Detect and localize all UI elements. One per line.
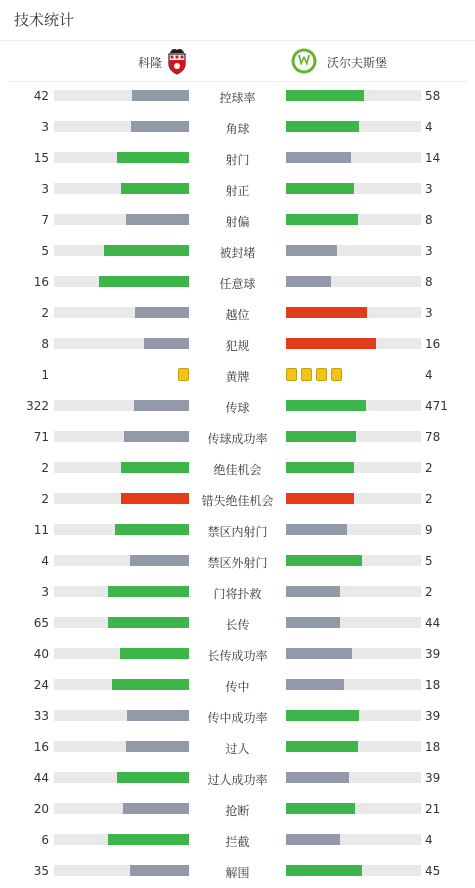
away-bar-track	[286, 865, 421, 876]
home-bar-track	[54, 586, 189, 597]
home-bar-track	[54, 245, 189, 256]
home-bar	[121, 183, 189, 194]
home-bar-track	[54, 524, 189, 535]
stat-row	[0, 365, 475, 385]
away-bar	[286, 307, 367, 318]
home-bar-track	[54, 152, 189, 163]
stat-row	[0, 830, 475, 850]
away-bar	[286, 617, 340, 628]
stat-row	[0, 582, 475, 602]
home-value: 11	[33, 523, 49, 537]
stat-row	[0, 427, 475, 447]
stat-row	[0, 241, 475, 261]
away-bar-track	[286, 803, 421, 814]
yellow-card-icon	[316, 368, 327, 381]
away-bar	[286, 679, 344, 690]
stat-label: 射偏	[225, 215, 250, 229]
home-bar	[135, 307, 189, 318]
away-bar	[286, 276, 331, 287]
home-bar	[144, 338, 189, 349]
home-value: 6	[41, 833, 49, 847]
away-bar-track	[286, 555, 421, 566]
away-bar	[286, 152, 351, 163]
away-bar	[286, 772, 349, 783]
stat-row	[0, 272, 475, 292]
away-bar-track	[286, 121, 421, 132]
away-bar-track	[286, 307, 421, 318]
away-value: 4	[425, 368, 433, 382]
away-bar-track	[286, 710, 421, 721]
away-bar	[286, 245, 337, 256]
stat-label: 门将扑救	[213, 587, 262, 601]
away-bar	[286, 462, 354, 473]
page-title: 技术统计	[14, 11, 75, 29]
away-bar-track	[286, 462, 421, 473]
away-bar-track	[286, 648, 421, 659]
home-bar-track	[54, 276, 189, 287]
home-bar-track	[54, 214, 189, 225]
away-bar-track	[286, 772, 421, 783]
stat-label: 传中	[225, 680, 250, 694]
away-value: 21	[425, 802, 441, 816]
away-value: 3	[425, 306, 433, 320]
away-team-logo-icon[interactable]	[291, 48, 317, 74]
home-bar-track	[54, 772, 189, 783]
stat-row	[0, 799, 475, 819]
home-bar	[121, 493, 189, 504]
stat-label: 角球	[225, 122, 250, 136]
stat-label: 被封堵	[219, 246, 256, 260]
away-value: 39	[425, 709, 441, 723]
home-bar-track	[54, 617, 189, 628]
home-bar	[108, 834, 189, 845]
stat-label: 拦截	[225, 835, 250, 849]
home-bar	[117, 772, 189, 783]
home-bar	[108, 586, 189, 597]
home-bar	[112, 679, 189, 690]
stat-row	[0, 861, 475, 881]
home-yellow-cards	[174, 368, 189, 381]
home-value: 44	[33, 771, 49, 785]
home-bar	[132, 90, 189, 101]
away-bar	[286, 710, 359, 721]
away-bar	[286, 834, 340, 845]
home-bar-track	[54, 121, 189, 132]
away-value: 3	[425, 182, 433, 196]
stat-row	[0, 179, 475, 199]
away-bar-track	[286, 834, 421, 845]
home-bar-track	[54, 338, 189, 349]
home-bar-track	[54, 803, 189, 814]
yellow-card-icon	[286, 368, 297, 381]
yellow-card-icon	[178, 368, 189, 381]
home-bar	[130, 865, 189, 876]
home-bar	[131, 121, 189, 132]
away-bar	[286, 555, 362, 566]
stat-label: 黄牌	[225, 370, 250, 384]
stat-label: 射门	[225, 153, 250, 167]
away-bar-track	[286, 400, 421, 411]
home-bar	[134, 400, 189, 411]
away-value: 18	[425, 678, 441, 692]
away-bar-track	[286, 245, 421, 256]
stat-row	[0, 613, 475, 633]
stat-row	[0, 303, 475, 323]
stat-label: 任意球	[219, 277, 256, 291]
away-bar	[286, 121, 359, 132]
stat-label: 传中成功率	[207, 711, 268, 725]
home-value: 3	[41, 120, 49, 134]
stat-label: 犯规	[225, 339, 250, 353]
stat-label: 长传	[225, 618, 250, 632]
stat-label: 传球	[225, 401, 250, 415]
home-bar-track	[54, 462, 189, 473]
away-bar	[286, 803, 355, 814]
home-bar-track	[54, 431, 189, 442]
home-bar	[120, 648, 189, 659]
away-value: 3	[425, 244, 433, 258]
home-team-name[interactable]: 科隆	[138, 56, 163, 70]
stat-label: 控球率	[219, 91, 256, 105]
stat-row	[0, 675, 475, 695]
home-value: 16	[33, 275, 49, 289]
home-value: 15	[33, 151, 49, 165]
away-bar	[286, 214, 358, 225]
stat-label: 错失绝佳机会	[201, 494, 274, 508]
home-bar-track	[54, 493, 189, 504]
home-bar	[126, 741, 189, 752]
home-value: 20	[33, 802, 49, 816]
stat-label: 解围	[225, 866, 250, 880]
home-value: 3	[41, 585, 49, 599]
home-bar-track	[54, 400, 189, 411]
home-bar	[108, 617, 189, 628]
home-value: 42	[33, 89, 49, 103]
home-value: 4	[41, 554, 49, 568]
home-bar	[124, 431, 189, 442]
home-bar	[127, 710, 189, 721]
stat-label: 过人成功率	[207, 773, 268, 787]
away-value: 9	[425, 523, 433, 537]
home-value: 16	[33, 740, 49, 754]
stat-label: 过人	[225, 742, 250, 756]
home-bar	[104, 245, 189, 256]
home-value: 1	[41, 368, 49, 382]
away-bar-track	[286, 524, 421, 535]
away-value: 78	[425, 430, 441, 444]
away-value: 4	[425, 120, 433, 134]
away-bar	[286, 90, 364, 101]
home-value: 5	[41, 244, 49, 258]
away-bar-track	[286, 493, 421, 504]
stat-label: 禁区内射门	[207, 525, 268, 539]
away-bar	[286, 865, 362, 876]
away-bar	[286, 338, 376, 349]
stat-label: 抢断	[225, 804, 250, 818]
away-bar-track	[286, 586, 421, 597]
away-team-name[interactable]: 沃尔夫斯堡	[327, 56, 388, 70]
home-bar-track	[54, 90, 189, 101]
away-value: 58	[425, 89, 441, 103]
away-value: 16	[425, 337, 441, 351]
away-value: 2	[425, 492, 433, 506]
stat-row	[0, 396, 475, 416]
away-bar-track	[286, 276, 421, 287]
home-bar-track	[54, 710, 189, 721]
home-bar	[123, 803, 189, 814]
stat-row	[0, 706, 475, 726]
away-value: 14	[425, 151, 441, 165]
away-value: 39	[425, 771, 441, 785]
home-value: 65	[33, 616, 49, 630]
home-bar	[117, 152, 189, 163]
away-value: 8	[425, 213, 433, 227]
away-value: 2	[425, 461, 433, 475]
away-bar	[286, 183, 354, 194]
away-value: 4	[425, 833, 433, 847]
away-bar-track	[286, 90, 421, 101]
away-bar	[286, 431, 356, 442]
away-value: 8	[425, 275, 433, 289]
away-bar	[286, 648, 352, 659]
stat-label: 射正	[225, 184, 250, 198]
stat-row	[0, 458, 475, 478]
away-value: 5	[425, 554, 433, 568]
stat-row	[0, 768, 475, 788]
home-value: 2	[41, 306, 49, 320]
home-value: 322	[26, 399, 49, 413]
home-value: 2	[41, 461, 49, 475]
yellow-card-icon	[301, 368, 312, 381]
home-bar-track	[54, 183, 189, 194]
home-value: 3	[41, 182, 49, 196]
home-bar	[99, 276, 189, 287]
away-bar	[286, 741, 358, 752]
away-bar	[286, 586, 340, 597]
home-value: 2	[41, 492, 49, 506]
away-value: 39	[425, 647, 441, 661]
away-bar-track	[286, 338, 421, 349]
home-bar-track	[54, 679, 189, 690]
away-bar-track	[286, 183, 421, 194]
home-bar-track	[54, 307, 189, 318]
stat-label: 越位	[225, 308, 250, 322]
stat-row	[0, 489, 475, 509]
away-bar-track	[286, 617, 421, 628]
stat-row	[0, 644, 475, 664]
away-bar	[286, 524, 347, 535]
home-value: 7	[41, 213, 49, 227]
home-team-logo-icon[interactable]	[165, 47, 189, 75]
home-value: 35	[33, 864, 49, 878]
away-value: 44	[425, 616, 441, 630]
away-bar	[286, 400, 366, 411]
away-bar-track	[286, 679, 421, 690]
home-bar	[126, 214, 189, 225]
stat-row	[0, 334, 475, 354]
home-value: 71	[33, 430, 49, 444]
stat-label: 禁区外射门	[207, 556, 268, 570]
away-value: 2	[425, 585, 433, 599]
teams-header	[8, 41, 467, 82]
yellow-card-icon	[331, 368, 342, 381]
stat-row	[0, 520, 475, 540]
away-bar	[286, 493, 354, 504]
home-bar	[130, 555, 189, 566]
away-bar-track	[286, 431, 421, 442]
home-bar-track	[54, 865, 189, 876]
home-bar-track	[54, 741, 189, 752]
home-bar	[121, 462, 189, 473]
stat-row	[0, 117, 475, 137]
home-bar	[115, 524, 189, 535]
home-value: 8	[41, 337, 49, 351]
stat-row	[0, 148, 475, 168]
stat-label: 长传成功率	[207, 649, 268, 663]
stat-label: 绝佳机会	[213, 463, 262, 477]
home-bar-track	[54, 648, 189, 659]
home-value: 24	[33, 678, 49, 692]
away-bar-track	[286, 152, 421, 163]
stat-label: 传球成功率	[207, 432, 268, 446]
stat-row	[0, 551, 475, 571]
away-bar-track	[286, 741, 421, 752]
stat-row	[0, 737, 475, 757]
home-value: 33	[33, 709, 49, 723]
stat-row	[0, 210, 475, 230]
away-bar-track	[286, 214, 421, 225]
home-bar-track	[54, 834, 189, 845]
away-value: 18	[425, 740, 441, 754]
away-value: 45	[425, 864, 441, 878]
stat-row	[0, 86, 475, 106]
away-yellow-cards	[286, 368, 346, 381]
home-bar-track	[54, 555, 189, 566]
home-value: 40	[33, 647, 49, 661]
away-value: 471	[425, 399, 448, 413]
